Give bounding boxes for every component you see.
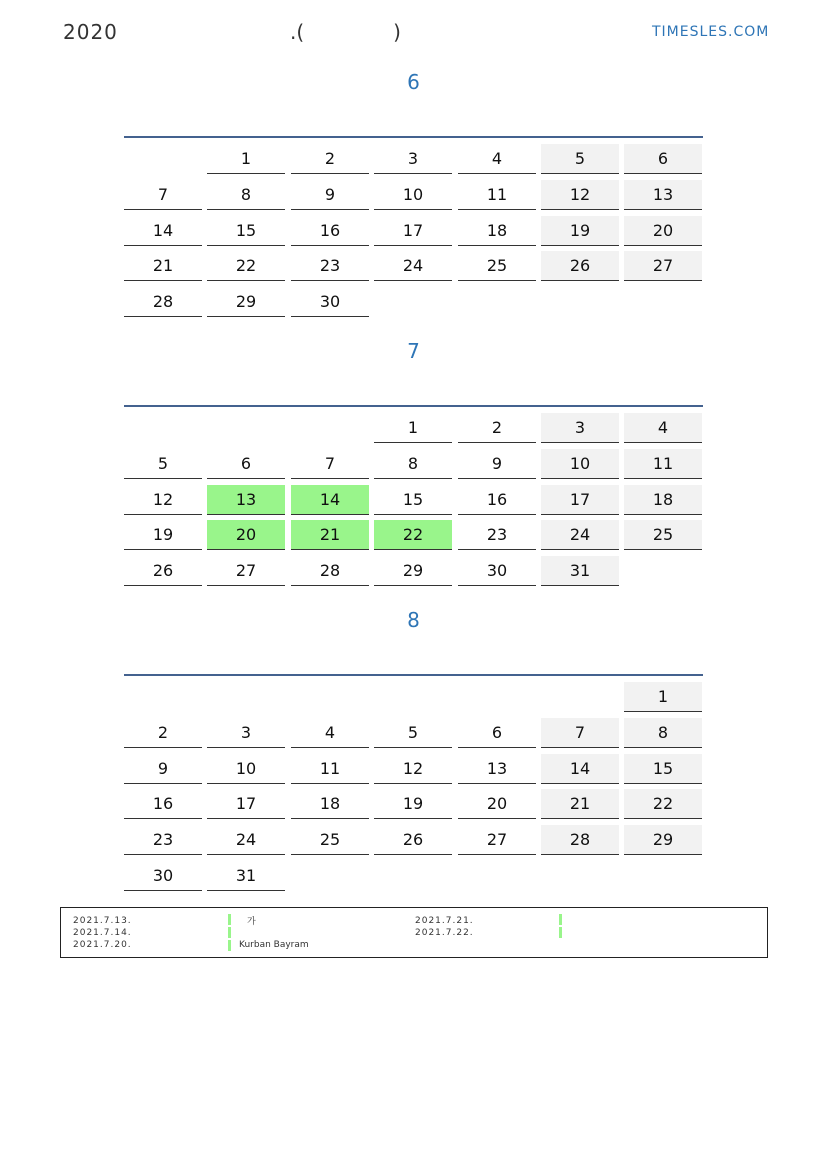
- day-cell[interactable]: 14: [541, 754, 619, 784]
- day-cell[interactable]: 22: [374, 520, 452, 550]
- day-cell[interactable]: 6: [458, 718, 536, 748]
- legend-date: 2021.7.20.: [73, 940, 132, 950]
- header-parenthetical: .( ): [290, 20, 401, 44]
- day-cell[interactable]: 10: [541, 449, 619, 479]
- day-cell[interactable]: 3: [207, 718, 285, 748]
- day-cell[interactable]: 12: [124, 485, 202, 515]
- day-cell[interactable]: 26: [541, 251, 619, 281]
- day-cell[interactable]: 29: [374, 556, 452, 586]
- day-cell[interactable]: 24: [374, 251, 452, 281]
- day-cell[interactable]: 4: [458, 144, 536, 174]
- day-cell[interactable]: 30: [458, 556, 536, 586]
- day-cell[interactable]: 17: [541, 485, 619, 515]
- day-cell[interactable]: 13: [207, 485, 285, 515]
- day-cell[interactable]: 22: [207, 251, 285, 281]
- day-cell[interactable]: 7: [124, 180, 202, 210]
- day-cell[interactable]: 2: [291, 144, 369, 174]
- day-cell[interactable]: 1: [374, 413, 452, 443]
- month-header-rule: [124, 136, 703, 138]
- day-cell[interactable]: 5: [374, 718, 452, 748]
- day-cell[interactable]: 5: [541, 144, 619, 174]
- day-cell[interactable]: 23: [124, 825, 202, 855]
- day-cell[interactable]: 27: [624, 251, 702, 281]
- day-cell[interactable]: 28: [541, 825, 619, 855]
- day-cell[interactable]: 19: [541, 216, 619, 246]
- holiday-legend: [60, 907, 768, 958]
- day-cell[interactable]: 8: [207, 180, 285, 210]
- month-title: 7: [407, 339, 420, 363]
- day-cell[interactable]: 21: [291, 520, 369, 550]
- day-cell[interactable]: 3: [541, 413, 619, 443]
- day-cell[interactable]: 16: [291, 216, 369, 246]
- day-cell[interactable]: 13: [458, 754, 536, 784]
- day-cell[interactable]: 16: [458, 485, 536, 515]
- day-cell[interactable]: 7: [291, 449, 369, 479]
- legend-date: 2021.7.14.: [73, 928, 132, 938]
- day-cell[interactable]: 28: [291, 556, 369, 586]
- day-cell[interactable]: 26: [124, 556, 202, 586]
- day-cell[interactable]: 21: [124, 251, 202, 281]
- day-cell[interactable]: 2: [124, 718, 202, 748]
- day-cell[interactable]: 16: [124, 789, 202, 819]
- holiday-marker: [228, 914, 231, 925]
- day-cell[interactable]: 9: [291, 180, 369, 210]
- day-cell[interactable]: 9: [124, 754, 202, 784]
- day-cell[interactable]: 6: [624, 144, 702, 174]
- legend-date: 2021.7.21.: [415, 916, 474, 926]
- day-cell[interactable]: 31: [541, 556, 619, 586]
- day-cell[interactable]: 27: [207, 556, 285, 586]
- month-title: 6: [407, 70, 420, 94]
- site-link[interactable]: TIMESLES.COM: [652, 24, 770, 40]
- day-cell[interactable]: 7: [541, 718, 619, 748]
- day-cell[interactable]: 15: [374, 485, 452, 515]
- day-cell[interactable]: 17: [207, 789, 285, 819]
- day-cell[interactable]: 18: [624, 485, 702, 515]
- day-cell[interactable]: 4: [291, 718, 369, 748]
- day-cell[interactable]: 23: [291, 251, 369, 281]
- day-cell[interactable]: 11: [458, 180, 536, 210]
- day-cell[interactable]: 14: [124, 216, 202, 246]
- day-cell[interactable]: 15: [624, 754, 702, 784]
- month-header-rule: [124, 674, 703, 676]
- legend-holiday-name: Kurban Bayram: [239, 940, 309, 950]
- day-cell[interactable]: 22: [624, 789, 702, 819]
- year-label: 2020: [63, 20, 118, 44]
- day-cell[interactable]: 21: [541, 789, 619, 819]
- holiday-marker: [228, 927, 231, 938]
- holiday-marker: [559, 927, 562, 938]
- month-header-rule: [124, 405, 703, 407]
- day-cell[interactable]: 30: [291, 287, 369, 317]
- day-cell[interactable]: 1: [624, 682, 702, 712]
- day-cell[interactable]: 5: [124, 449, 202, 479]
- day-cell[interactable]: 30: [124, 861, 202, 891]
- legend-holiday-name: 가: [247, 917, 256, 927]
- day-cell[interactable]: 4: [624, 413, 702, 443]
- month-title: 8: [407, 608, 420, 632]
- day-cell[interactable]: 19: [124, 520, 202, 550]
- day-cell[interactable]: 8: [624, 718, 702, 748]
- day-cell[interactable]: 20: [207, 520, 285, 550]
- day-cell[interactable]: 19: [374, 789, 452, 819]
- day-cell[interactable]: 9: [458, 449, 536, 479]
- day-cell[interactable]: 23: [458, 520, 536, 550]
- day-cell[interactable]: 10: [207, 754, 285, 784]
- day-cell[interactable]: 15: [207, 216, 285, 246]
- holiday-marker: [228, 940, 231, 951]
- day-cell[interactable]: 13: [624, 180, 702, 210]
- day-cell[interactable]: 26: [374, 825, 452, 855]
- day-cell[interactable]: 24: [207, 825, 285, 855]
- day-cell[interactable]: 10: [374, 180, 452, 210]
- day-cell[interactable]: 12: [374, 754, 452, 784]
- holiday-marker: [559, 914, 562, 925]
- day-cell[interactable]: 31: [207, 861, 285, 891]
- day-cell[interactable]: 17: [374, 216, 452, 246]
- day-cell[interactable]: 3: [374, 144, 452, 174]
- day-cell[interactable]: 29: [207, 287, 285, 317]
- day-cell[interactable]: 6: [207, 449, 285, 479]
- day-cell[interactable]: 2: [458, 413, 536, 443]
- legend-date: 2021.7.13.: [73, 916, 132, 926]
- day-cell[interactable]: 11: [291, 754, 369, 784]
- day-cell[interactable]: 20: [458, 789, 536, 819]
- day-cell[interactable]: 25: [291, 825, 369, 855]
- day-cell[interactable]: 28: [124, 287, 202, 317]
- legend-date: 2021.7.22.: [415, 928, 474, 938]
- day-cell[interactable]: 11: [624, 449, 702, 479]
- day-cell[interactable]: 25: [458, 251, 536, 281]
- day-cell[interactable]: 12: [541, 180, 619, 210]
- day-cell[interactable]: 24: [541, 520, 619, 550]
- day-cell[interactable]: 25: [624, 520, 702, 550]
- day-cell[interactable]: 18: [458, 216, 536, 246]
- day-cell[interactable]: 8: [374, 449, 452, 479]
- day-cell[interactable]: 27: [458, 825, 536, 855]
- day-cell[interactable]: 18: [291, 789, 369, 819]
- day-cell[interactable]: 1: [207, 144, 285, 174]
- day-cell[interactable]: 29: [624, 825, 702, 855]
- day-cell[interactable]: 14: [291, 485, 369, 515]
- day-cell[interactable]: 20: [624, 216, 702, 246]
